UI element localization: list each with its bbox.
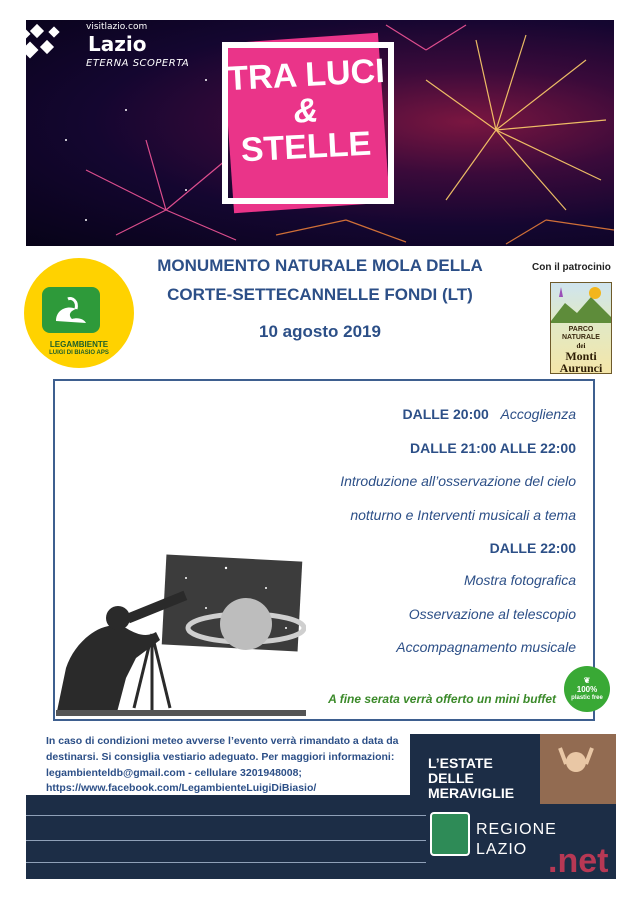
organizer-name: LEGAMBIENTE	[49, 340, 109, 349]
estate-line-2: DELLE	[428, 770, 474, 786]
program-line-1	[402, 406, 576, 422]
site-url: visitlazio.com	[86, 22, 148, 32]
park-line-2: NATURALE	[562, 334, 600, 341]
program-line-3	[340, 473, 576, 489]
estate-line-3: MERAVIGLIE	[428, 785, 515, 801]
park-line-3: dei	[576, 342, 586, 350]
location-line-2: CORTE-SETTECANNELLE FONDI (LT)	[167, 285, 473, 304]
info-line-2: destinarsi. Si consiglia vestiario adeguato. Per maggiori informazioni:	[46, 751, 395, 763]
organizer-subname: LUIGI DI BIASIO APS	[49, 350, 109, 356]
activity-label: notturno e Interventi musicali a tema	[350, 507, 576, 523]
contact-email[interactable]: legambienteldb@gmail.com - cellulare 3201948008;	[46, 767, 302, 779]
time-label: DALLE 21:00 ALLE 22:00	[410, 440, 576, 456]
patronage-label: Con il patrocinio	[532, 262, 611, 273]
activity-label: Accompagnamento musicale	[396, 639, 576, 655]
title-line-3: STELLE	[239, 124, 373, 170]
estate-line-1: L’ESTATE	[428, 755, 493, 771]
park-name-2: Aurunci	[559, 361, 603, 375]
location-line-1: MONUMENTO NATURALE MOLA DELLA	[157, 256, 483, 275]
activity-label: Osservazione al telescopio	[408, 606, 576, 622]
activity-label: Accoglienza	[500, 406, 576, 422]
activity-label: Mostra fotografica	[463, 572, 576, 588]
park-name	[552, 343, 610, 374]
facebook-link[interactable]: https://www.facebook.com/LegambienteLuigiDiBiasio/	[46, 782, 317, 794]
lazio-logo-icon	[14, 22, 68, 66]
brand-name: Lazio	[88, 32, 147, 56]
park-line-1: PARCO	[568, 326, 594, 333]
leaf-icon: ❦	[583, 676, 591, 685]
time-label: DALLE 20:00	[402, 406, 489, 422]
regione-line-1: REGIONE	[476, 821, 557, 838]
event-date: 10 agosto 2019	[259, 322, 381, 341]
time-label: DALLE 22:00	[489, 540, 576, 556]
program-line-6	[464, 572, 576, 588]
regione-emblem-icon	[430, 812, 470, 856]
info-line-1: In caso di condizioni meteo avverse l’evento verrà rimandato a data da	[46, 735, 399, 747]
title-line-2: &	[292, 91, 320, 131]
program-line-4	[350, 507, 576, 523]
footer-divider	[26, 815, 426, 816]
swan-icon	[42, 287, 100, 333]
program-line-5	[490, 540, 576, 556]
plastic-free-badge	[564, 666, 610, 712]
program-line-7	[409, 606, 576, 622]
footer-divider	[26, 840, 426, 841]
badge-line-2: plastic free	[571, 695, 603, 701]
buffet-note: A fine serata verrà offerto un mini buffet	[328, 692, 556, 706]
park-name-1: Monti	[565, 349, 597, 363]
program-line-2	[410, 440, 576, 456]
activity-label: Introduzione all’osservazione del cielo	[340, 473, 576, 489]
regione-line-2: LAZIO	[476, 841, 528, 858]
watermark: .net	[548, 842, 609, 880]
telescope-illustration	[56, 548, 306, 716]
brand-tagline: ETERNA SCOPERTA	[86, 58, 190, 69]
program-line-8	[396, 639, 576, 655]
park-label	[552, 326, 610, 342]
regione-logo	[476, 820, 557, 860]
title-line-1: TRA LUCI	[226, 51, 386, 99]
footer-divider	[26, 862, 426, 863]
badge-line-1: 100%	[576, 685, 598, 694]
